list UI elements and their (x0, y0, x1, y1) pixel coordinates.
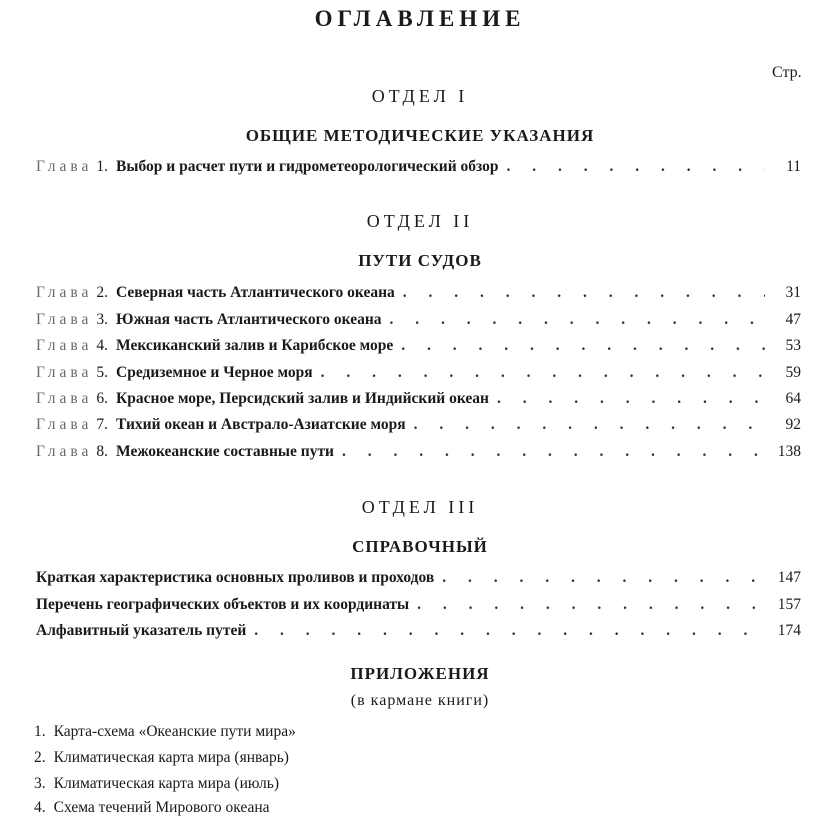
entry-page: 53 (785, 337, 801, 354)
entry-text: Южная часть Атлантического океана (116, 311, 382, 328)
appendix-item-text: Схема течений Мирового океана (53, 799, 270, 816)
chapter-number: 3. (96, 311, 109, 328)
entry-text: Перечень географических объектов и их координаты (36, 596, 410, 613)
appendix-item-text: Климатическая карта мира (июль) (53, 775, 280, 792)
appendix-item-3[interactable] (34, 775, 279, 793)
chapter-label: Глава (36, 158, 93, 175)
appendix-item-number: 4. (34, 799, 46, 816)
section-1-heading: ОТДЕЛ I (371, 86, 469, 106)
dot-leader (442, 569, 765, 587)
chapter-number: 2. (96, 284, 109, 301)
chapter-number: 8. (96, 443, 109, 460)
chapter-label: Глава (36, 416, 93, 433)
chapter-label: Глава (36, 443, 93, 460)
page-column-label: Стр. (772, 64, 802, 81)
entry-text: Краткая характеристика основных проливов и проходов (36, 569, 435, 586)
toc-entry-chapter-3[interactable] (36, 311, 801, 333)
entry-page: 64 (785, 390, 801, 407)
entry-page: 47 (785, 311, 801, 328)
appendix-note: (в кармане книги) (350, 692, 490, 709)
section-3-heading: ОТДЕЛ III (361, 497, 479, 517)
toc-entry-geo-objects[interactable] (36, 596, 801, 618)
toc-entry-chapter-7[interactable] (36, 416, 801, 438)
appendix-item-number: 1. (34, 723, 46, 740)
toc-entry-chapter-4[interactable] (36, 337, 801, 359)
dot-leader (342, 443, 765, 461)
entry-text: Северная часть Атлантического океана (116, 284, 395, 301)
appendix-item-number: 3. (34, 775, 46, 792)
section-1-name: ОБЩИЕ МЕТОДИЧЕСКИЕ УКАЗАНИЯ (245, 126, 595, 145)
appendix-item-text: Карта-схема «Океанские пути мира» (53, 723, 296, 740)
entry-page: 147 (777, 569, 801, 586)
toc-entry-chapter-6[interactable] (36, 390, 801, 412)
dot-leader (507, 158, 765, 176)
dot-leader (401, 337, 765, 355)
chapter-label: Глава (36, 337, 93, 354)
entry-text: Красное море, Персидский залив и Индийский океан (116, 390, 489, 407)
dot-leader (414, 416, 765, 434)
page-title: ОГЛАВЛЕНИЕ (314, 6, 526, 31)
entry-page: 138 (777, 443, 801, 460)
appendix-item-number: 2. (34, 749, 46, 766)
toc-entry-route-index[interactable] (36, 622, 801, 644)
entry-page: 11 (786, 158, 801, 175)
chapter-label: Глава (36, 311, 93, 328)
entry-text: Мексиканский залив и Карибское море (116, 337, 394, 354)
toc-entry-chapter-2[interactable] (36, 284, 801, 306)
dot-leader (497, 390, 765, 408)
chapter-number: 5. (96, 364, 109, 381)
entry-page: 157 (777, 596, 801, 613)
dot-leader (321, 364, 765, 382)
chapter-number: 4. (96, 337, 109, 354)
entry-page: 59 (785, 364, 801, 381)
dot-leader (403, 284, 765, 302)
entry-page: 174 (777, 622, 801, 639)
entry-text: Алфавитный указатель путей (36, 622, 247, 639)
toc-entry-straits[interactable] (36, 569, 801, 591)
section-2-name: ПУТИ СУДОВ (358, 251, 482, 270)
chapter-label: Глава (36, 390, 93, 407)
dot-leader (417, 596, 765, 614)
appendix-item-4[interactable] (34, 799, 270, 817)
toc-entry-chapter-1[interactable] (36, 158, 801, 180)
chapter-label: Глава (36, 284, 93, 301)
entry-page: 92 (785, 416, 801, 433)
chapter-number: 1. (96, 158, 109, 175)
section-2-heading: ОТДЕЛ II (366, 211, 474, 231)
section-3-name: СПРАВОЧНЫЙ (352, 537, 488, 556)
appendix-item-text: Климатическая карта мира (январь) (53, 749, 289, 766)
entry-text: Межокеанские составные пути (116, 443, 334, 460)
toc-entry-chapter-8[interactable] (36, 443, 801, 465)
entry-text: Тихий океан и Австрало-Азиатские моря (116, 416, 406, 433)
entry-text: Средиземное и Черное моря (116, 364, 313, 381)
dot-leader (390, 311, 765, 329)
appendix-heading: ПРИЛОЖЕНИЯ (350, 664, 490, 683)
chapter-number: 7. (96, 416, 109, 433)
entry-text: Выбор и расчет пути и гидрометеорологический обзор (116, 158, 499, 175)
chapter-label: Глава (36, 364, 93, 381)
appendix-item-1[interactable] (34, 723, 296, 741)
entry-page: 31 (785, 284, 801, 301)
toc-entry-chapter-5[interactable] (36, 364, 801, 386)
dot-leader (254, 622, 765, 640)
appendix-item-2[interactable] (34, 749, 289, 767)
chapter-number: 6. (96, 390, 109, 407)
